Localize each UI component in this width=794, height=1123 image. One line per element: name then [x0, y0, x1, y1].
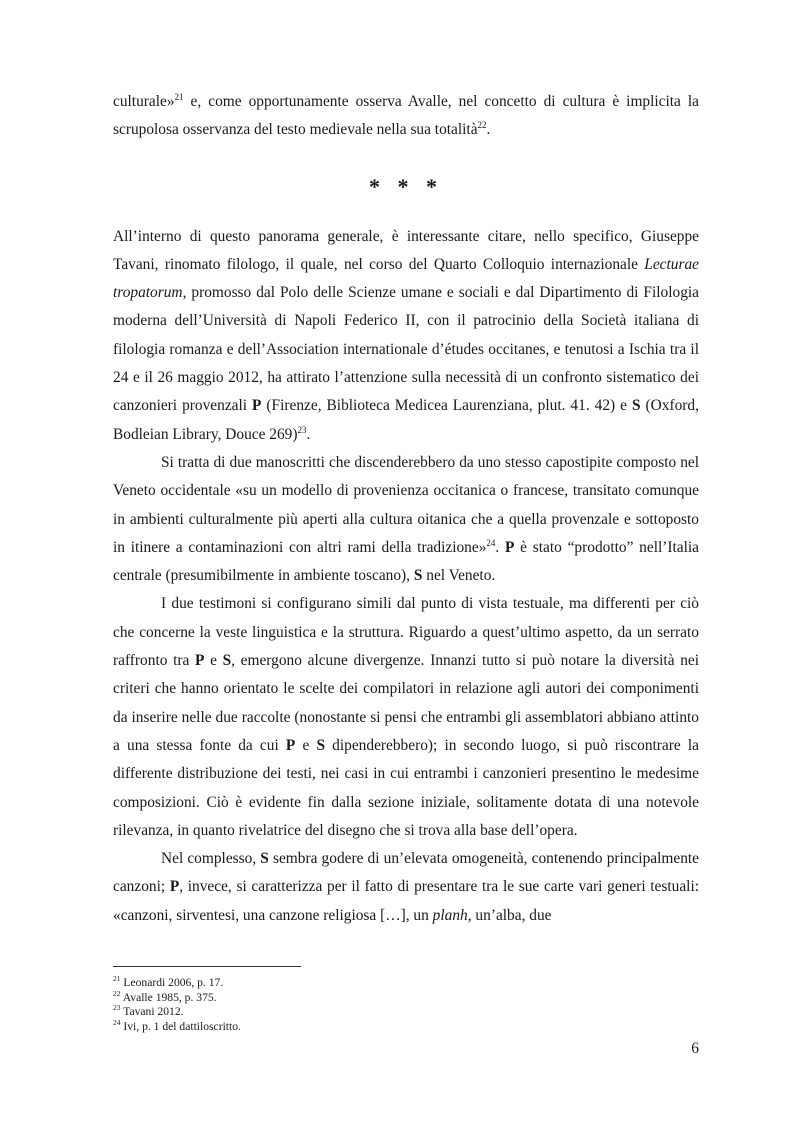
- italic-term: planh: [432, 906, 468, 924]
- paragraph-complex: [113, 845, 699, 930]
- manuscript-siglum: S: [413, 567, 423, 585]
- paragraph-intro: [113, 88, 699, 145]
- page-number: 6: [691, 1040, 699, 1057]
- text-run: I due testimoni si configurano simili dal punto di vista testuale, ma differenti per ciò che concerne la veste linguistica e la struttura. Riguardo a quest’ultimo aspetto, da un serrato raffronto tra: [113, 595, 699, 670]
- text-run: culturale»: [113, 93, 175, 110]
- text-run: .: [306, 425, 311, 443]
- footnote-number: 21: [113, 974, 121, 984]
- text-run: Nel complesso,: [161, 850, 261, 868]
- text-run: .: [495, 538, 506, 556]
- footnotes: [113, 976, 699, 1034]
- footnote-item: [113, 1017, 699, 1035]
- text-run: (Oxford, Bodleian Library, Douce 269): [113, 397, 699, 443]
- manuscript-siglum: S: [632, 397, 641, 415]
- footnote-ref-22[interactable]: 22: [477, 120, 487, 131]
- footnote-separator-line: [113, 966, 301, 967]
- footnote-item: [113, 1005, 699, 1020]
- footnote-ref-24[interactable]: 24: [486, 537, 496, 548]
- footnote-ref-23[interactable]: 23: [297, 424, 307, 435]
- manuscript-siglum: P: [169, 878, 180, 896]
- text-run: All’interno di questo panorama generale, è interessante citare, nello specifico, Giuseppe Tavani, rinomato filologo, il quale, nel corso del Quarto Colloquio internazionale: [113, 227, 699, 273]
- footnote-item: [113, 988, 699, 1006]
- footnote-item: [113, 976, 699, 991]
- footnote-number: 24: [113, 1017, 121, 1027]
- manuscript-siglum: P: [252, 397, 262, 415]
- text-run: , un’alba, due: [467, 906, 552, 924]
- text-run: sembra godere di un’elevata omogeneità, contenendo principalmente canzoni;: [113, 850, 699, 896]
- manuscript-siglum: S: [260, 850, 269, 868]
- italic-title: Lecturae tropatorum: [113, 255, 699, 302]
- paragraph-manuscripts: [113, 449, 699, 590]
- manuscript-siglum: S: [222, 652, 232, 670]
- footnote-text: Leonardi 2006, p. 17.: [120, 976, 224, 989]
- text-run: Si tratta di due manoscritti che discenderebbero da uno stesso capostipite composto nel Veneto occidentale «su un modello di provenienza occitanica o francese, transitato comunque in ambienti culturalmente più aperti alla cultura oitanica che a quella provenzale e sottoposto in itinere a contaminazioni con altri rami della tradizione»: [113, 453, 699, 556]
- footnote-number: 22: [113, 988, 121, 998]
- manuscript-siglum: S: [316, 736, 326, 754]
- text-run: , promosso dal Polo delle Scienze umane e sociali e dal Dipartimento di Filologia moderna dell’Università di Napoli Federico II, con il patrocinio della Società italiana di filologia romanza e dell’Association internationale d’études occitanes, e tenutosi a Ischia tra il 24 e il 26 maggio 2012, ha attirato l’attenzione sulla necessità di un confronto sistematico dei canzonieri provenzali: [113, 284, 699, 415]
- text-run: , invece, si caratterizza per il fatto di presentare tra le sue carte vari generi testuali: «canzoni, sirventesi, una canzone religiosa […], un: [113, 878, 700, 924]
- text-run: e: [295, 736, 317, 754]
- text-run: .: [486, 121, 491, 139]
- footnote-ref-21[interactable]: 21: [174, 91, 184, 102]
- footnote-text: Ivi, p. 1 del dattiloscritto.: [120, 1019, 241, 1033]
- paragraph-tavani: [113, 223, 699, 449]
- manuscript-siglum: P: [285, 736, 296, 754]
- text-run: (Firenze, Biblioteca Medicea Laurenziana, plut. 41. 42) e: [261, 397, 632, 415]
- footnote-number: 23: [113, 1003, 121, 1013]
- paragraph-witnesses: [113, 590, 699, 845]
- text-run: e: [204, 652, 223, 670]
- manuscript-siglum: P: [195, 652, 205, 670]
- footnote-text: Avalle 1985, p. 375.: [120, 990, 217, 1004]
- section-separator: * * *: [369, 173, 443, 199]
- text-run: è stato “prodotto” nell’Italia centrale (presumibilmente in ambiente toscano),: [113, 538, 699, 585]
- text-run: dipenderebbero); in secondo luogo, si può riscontrare la differente distribuzione dei testi, nei casi in cui entrambi i canzonieri presentino le medesime composizioni. Ciò è evidente fin dalla sezione iniziale, solitamente dotata di una notevole rilevanza, in quanto rivelatrice del disegno che si trova alla base dell’opera.: [113, 736, 699, 839]
- text-run: nel Veneto.: [422, 567, 496, 585]
- manuscript-siglum: P: [505, 538, 515, 556]
- text-run: e, come opportunamente osserva Avalle, nel concetto di cultura è implicita la scrupolosa osservanza del testo medievale nella sua totalità: [113, 93, 699, 139]
- text-run: , emergono alcune divergenze. Innanzi tutto si può notare la diversità nei criteri che hanno orientato le scelte dei compilatori in relazione agli autori dei componimenti da inserire nelle due raccolte (nonostante si pensi che entrambi gli assemblatori abbiano attinto a una stessa fonte da cui: [113, 652, 700, 754]
- footnote-text: Tavani 2012.: [120, 1005, 184, 1019]
- page-body: [113, 88, 699, 930]
